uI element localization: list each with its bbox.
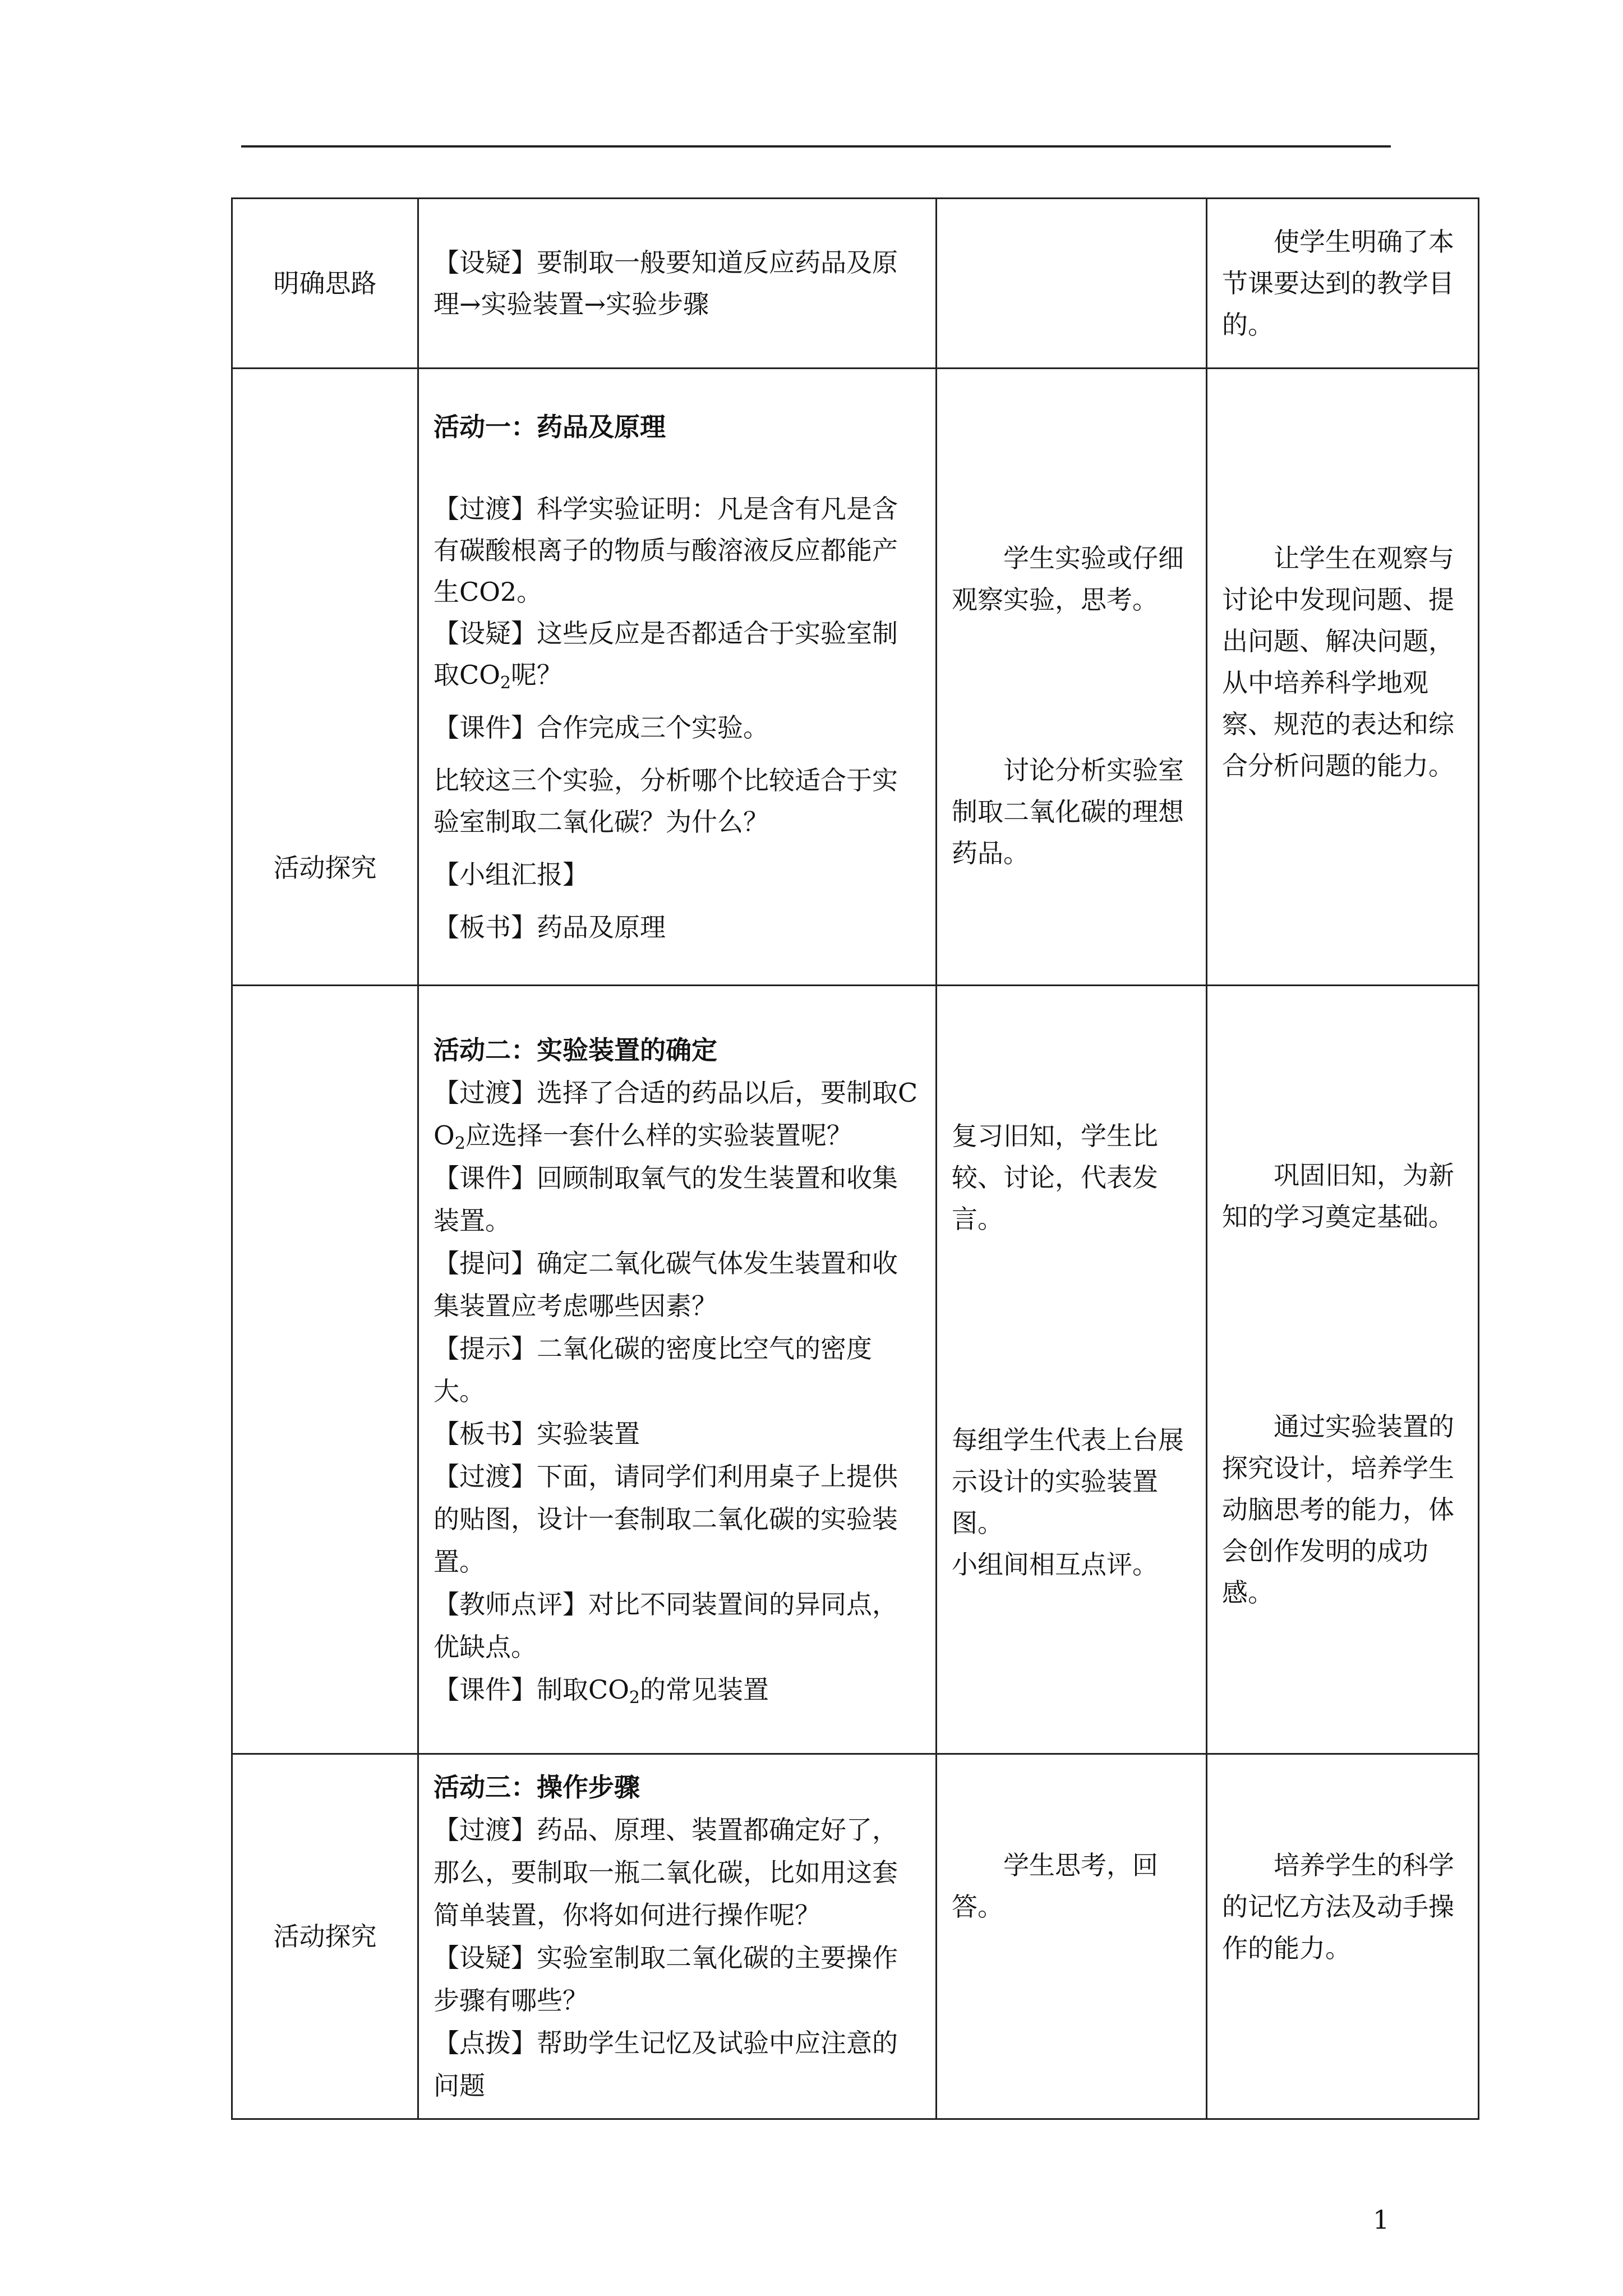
- activity-title: 活动三：操作步骤: [434, 1772, 640, 1802]
- table-row: [232, 1754, 1479, 2119]
- activity-title: 活动二：实验装置的确定: [434, 1034, 717, 1065]
- teacher-activity-cell: 【设疑】要制取一般要知道反应药品及原理→实验装置→实验步骤: [418, 199, 937, 369]
- goal-cell: 巩固旧知，为新知的学习奠定基础。 通过实验装置的探究设计，培养学生动脑思考的能力，体会创作发明的成功感。: [1207, 986, 1479, 1754]
- header-rule: [241, 145, 1391, 148]
- student-activity-cell: 学生思考，回答。: [937, 1754, 1207, 2119]
- student-activity-cell: [937, 199, 1207, 369]
- lesson-plan-table: [231, 197, 1479, 2120]
- stage-cell: 活动探究: [232, 369, 418, 986]
- goal-cell: 培养学生的科学的记忆方法及动手操作的能力。: [1207, 1754, 1479, 2119]
- teacher-activity-cell: 活动二：实验装置的确定 【过渡】选择了合适的药品以后，要制取$CO_2$应选择一套什么样的实验装置呢？ 【课件】回顾制取氧气的发生装置和收集装置。 【提问】确定二氧化碳气体发生装置和收集装置应考虑哪些因素？ 【提示】二氧化碳的密度比空气的密度大。 【板书】实验装置 【过渡】下面，请同学们利用桌子上提供的贴图，设计一套制取二氧化碳的实验装置。 【教师点评】对比不同装置间的异同点，优缺点。 【课件】制取$CO_2$的常见装置: [418, 986, 937, 1754]
- stage-cell: [232, 986, 418, 1754]
- goal-cell: 使学生明确了本节课要达到的教学目的。: [1207, 199, 1479, 369]
- table-row: [232, 369, 1479, 986]
- stage-cell: 明确思路: [232, 199, 418, 369]
- table-row: [232, 986, 1479, 1754]
- student-activity-cell: 复习旧知，学生比较、讨论，代表发言。 每组学生代表上台展示设计的实验装置图。 小组间相互点评。: [937, 986, 1207, 1754]
- table-row: [232, 199, 1479, 369]
- activity-title: 活动一：药品及原理: [434, 411, 666, 442]
- student-activity-cell: 学生实验或仔细观察实验，思考。 讨论分析实验室制取二氧化碳的理想药品。: [937, 369, 1207, 986]
- paragraph-with-subscript: 【设疑】这些反应是否都适合于实验室制取$CO_2$呢？: [434, 618, 898, 693]
- teacher-activity-cell: 活动三：操作步骤 【过渡】药品、原理、装置都确定好了，那么，要制取一瓶二氧化碳，比如用这套简单装置，你将如何进行操作呢？ 【设疑】实验室制取二氧化碳的主要操作步骤有哪些？ 【点拨】帮助学生记忆及试验中应注意的问题: [418, 1754, 937, 2119]
- goal-cell: 让学生在观察与讨论中发现问题、提出问题、解决问题，从中培养科学地观察、规范的表达和综合分析问题的能力。: [1207, 369, 1479, 986]
- paragraph-with-subscript: 【课件】制取$CO_2$的常见装置: [434, 1674, 769, 1708]
- stage-cell: 活动探究: [232, 1754, 418, 2119]
- paragraph-with-subscript: 【过渡】选择了合适的药品以后，要制取$CO_2$应选择一套什么样的实验装置呢？: [434, 1077, 918, 1153]
- page-number: 1: [1373, 2205, 1390, 2235]
- teacher-activity-cell: 活动一：药品及原理 【过渡】科学实验证明：凡是含有凡是含有碳酸根离子的物质与酸溶液反应都能产生CO2。 【设疑】这些反应是否都适合于实验室制取$CO_2$呢？ 【课件】合作完成三个实验。 比较这三个实验，分析哪个比较适合于实验室制取二氧化碳？为什么？ 【小组汇报】 【板书】药品及原理: [418, 369, 937, 986]
